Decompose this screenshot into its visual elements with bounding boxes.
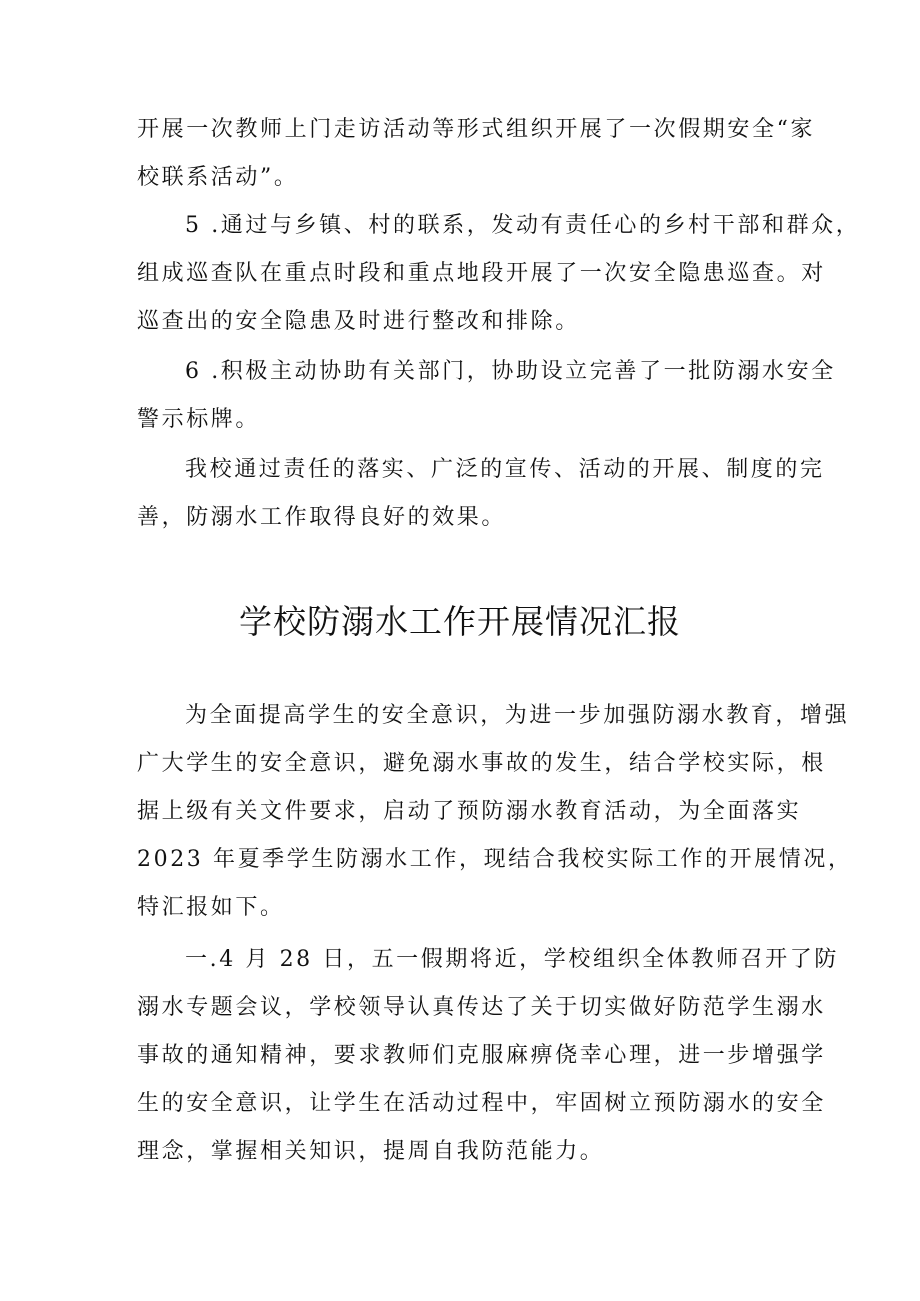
paragraph-line: 据上级有关文件要求，启动了预防溺水教育活动，为全面落实 (137, 799, 802, 824)
paragraph-line: 善，防溺水工作取得良好的效果。 (137, 505, 507, 530)
section-1-paragraph (137, 936, 839, 1176)
intro-paragraph (137, 692, 853, 932)
paragraph-line: 特汇报如下。 (137, 895, 285, 920)
paragraph-line: 6 .积极主动协助有关部门，协助设立完善了一批防溺水安全 (185, 359, 836, 384)
paragraph-line: 2023 年夏季学生防溺水工作，现结合我校实际工作的开展情况， (137, 847, 853, 872)
paragraph-line: 警示标牌。 (137, 407, 261, 432)
paragraph-line: 理念，掌握相关知识，提周自我防范能力。 (137, 1139, 605, 1164)
paragraph-line: 组成巡查队在重点时段和重点地段开展了一次安全隐患巡查。对 (137, 261, 826, 286)
paragraph-line: 我校通过责任的落实、广泛的宣传、活动的开展、制度的完 (185, 457, 825, 482)
paragraph-line: 生的安全意识，让学生在活动过程中，牢固树立预防溺水的安全 (137, 1091, 826, 1116)
summary-paragraph (137, 446, 825, 542)
paragraph-line: 校联系活动”。 (137, 165, 299, 190)
paragraph-line: 为全面提高学生的安全意识，为进一步加强防溺水教育，增强 (185, 703, 850, 728)
continuation-paragraph (137, 106, 816, 202)
paragraph-line: 溺水专题会议，学校领导认真传达了关于切实做好防范学生溺水 (137, 995, 826, 1020)
paragraph-line: 巡查出的安全隐患及时进行整改和排除。 (137, 309, 580, 334)
paragraph-line: 开展一次教师上门走访活动等形式组织开展了一次假期安全“家 (137, 117, 816, 142)
report-title: 学校防溺水工作开展情况汇报 (239, 602, 681, 641)
item-6-paragraph (137, 348, 836, 444)
paragraph-line: 事故的通知精神，要求教师们克服麻痹侥幸心理，进一步增强学 (137, 1043, 826, 1068)
paragraph-line: 广大学生的安全意识，避免溺水事故的发生，结合学校实际，根 (137, 751, 826, 776)
paragraph-line: 5 .通过与乡镇、村的联系，发动有责任心的乡村干部和群众， (185, 213, 861, 238)
paragraph-line: 一.4 月 28 日，五一假期将近，学校组织全体教师召开了防 (185, 947, 839, 972)
item-5-paragraph (137, 202, 861, 346)
